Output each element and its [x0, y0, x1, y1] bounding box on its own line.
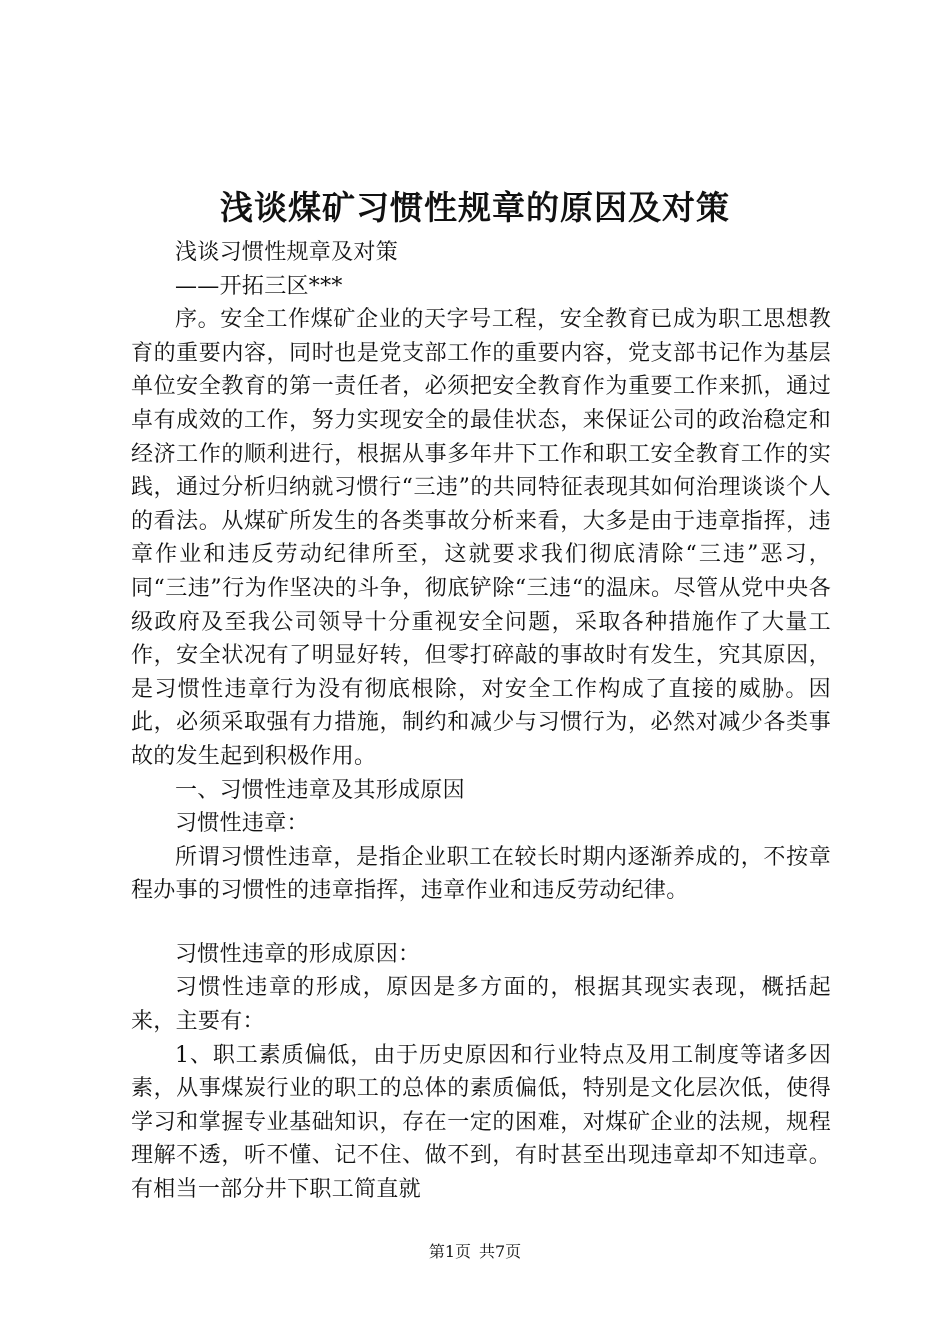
causes-heading: 习惯性违章的形成原因： [175, 941, 421, 967]
cause-1-paragraph: 1、职工素质偏低，由于历史原因和行业特点及用工制度等诸多因素，从事煤炭行业的职工的总体的素质偏低，特别是文化层次低，使得学习和掌握专业基础知识，存在一定的困难，对煤矿企业的法规，规程理解不透，听不懂、记不住、做不到，有时甚至出现违章却不知违章。有相当一部分井下职工简直就 [131, 1042, 831, 1203]
causes-intro-paragraph: 习惯性违章的形成，原因是多方面的，根据其现实表现，概括起来，主要有： [131, 975, 831, 1035]
page-footer [0, 1240, 950, 1264]
page-number: 第1页 [428, 1242, 471, 1261]
author-line: ——开拓三区*** [175, 273, 343, 299]
definition-paragraph: 所谓习惯性违章，是指企业职工在较长时期内逐渐养成的，不按章程办事的习惯性的违章指挥，违章作业和违反劳动纪律。 [131, 844, 831, 904]
document-title: 浅谈煤矿习惯性规章的原因及对策 [220, 188, 730, 227]
definition-heading: 习惯性违章： [175, 811, 309, 837]
document-body [131, 236, 831, 1207]
subtitle: 浅谈习惯性规章及对策 [175, 240, 399, 265]
section-heading-1: 一、习惯性违章及其形成原因 [175, 777, 465, 803]
preface-paragraph: 序。安全工作煤矿企业的天字号工程，安全教育已成为职工思想教育的重要内容，同时也是党支部工作的重要内容，党支部书记作为基层单位安全教育的第一责任者，必须把安全教育作为重要工作来抓，通过卓有成效的工作，努力实现安全的最佳状态，来保证公司的政治稳定和经济工作的顺利进行，根据从事多年井下工作和职工安全教育工作的实践，通过分析归纳就习惯行“三违”的共同特征表现其如何治理谈谈个人的看法。从煤矿所发生的各类事故分析来看，大多是由于违章指挥，违章作业和违反劳动纪律所至，这就要求我们彻底清除“三违”恶习，同“三违”行为作坚决的斗争，彻底铲除“三违“的温床。尽管从党中央各级政府及至我公司领导十分重视安全问题，采取各种措施作了大量工作，安全状况有了明显好转，但零打碎敲的事故时有发生，究其原因，是习惯性违章行为没有彻底根除，对安全工作构成了直接的威胁。因此，必须采取强有力措施，制约和减少与习惯行为，必然对减少各类事故的发生起到积极作用。 [131, 307, 831, 769]
page-total: 共7页 [479, 1242, 522, 1261]
